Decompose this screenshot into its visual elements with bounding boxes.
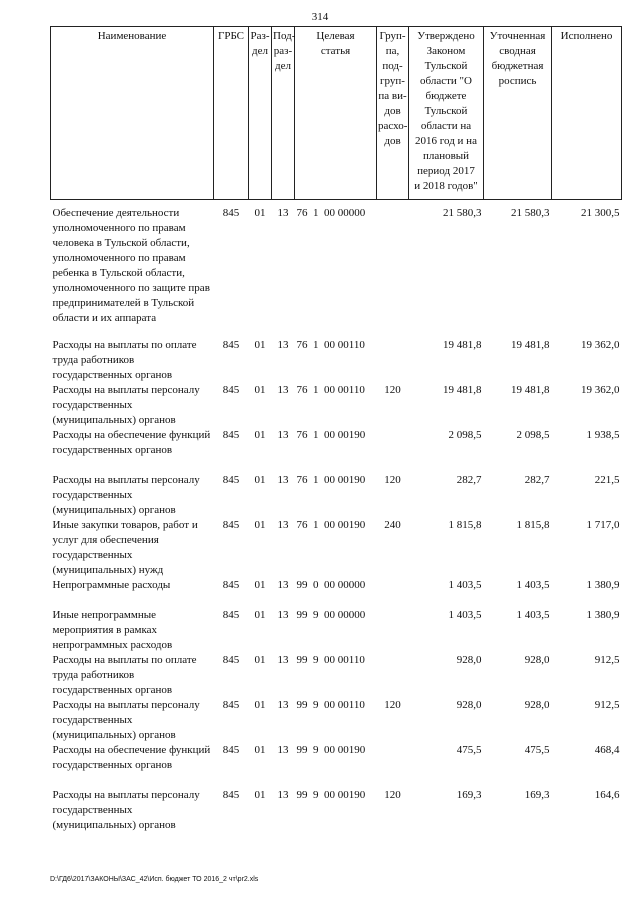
row-approved: 1 403,5 <box>448 578 482 591</box>
row-revised: 475,5 <box>524 743 550 756</box>
row-razdel: 01 <box>254 698 266 711</box>
row-grbs: 845 <box>222 207 240 219</box>
table-row <box>51 578 622 608</box>
table-row <box>51 653 622 698</box>
file-path-footer: D:\ГД6\2017\ЗАКОНЫ\ЗАС_42\Исп. бюджет ТО 2016_2 чт\pr2.xls <box>50 876 259 883</box>
header-grbs: ГРБС <box>214 27 249 200</box>
row-revised: 1 403,5 <box>516 578 550 591</box>
row-target: 76 1 00 00190 <box>296 428 366 441</box>
table-body <box>51 200 622 848</box>
row-grbs: 845 <box>222 578 240 591</box>
row-approved: 19 481,8 <box>443 338 482 351</box>
row-razdel: 01 <box>254 608 266 621</box>
row-grbs: 845 <box>222 383 240 396</box>
row-executed: 468,4 <box>594 743 620 756</box>
row-target: 99 0 00 00000 <box>296 578 366 591</box>
row-revised: 928,0 <box>524 698 550 711</box>
row-razdel: 01 <box>254 473 266 486</box>
row-revised: 2 098,5 <box>516 428 550 441</box>
row-approved: 282,7 <box>456 473 482 486</box>
row-vr <box>377 578 409 608</box>
row-podrazdel: 13 <box>277 473 289 486</box>
row-name: Расходы на выплаты персоналу государственных (муниципальных) органов <box>52 788 200 831</box>
row-target: 99 9 00 00000 <box>296 608 366 621</box>
header-target: Целевая статья <box>295 27 377 200</box>
row-name: Расходы на выплаты персоналу государственных (муниципальных) органов <box>52 383 200 426</box>
table-row <box>51 743 622 788</box>
row-executed: 164,6 <box>594 788 620 801</box>
row-executed: 21 300,5 <box>581 207 620 219</box>
row-executed: 912,5 <box>594 698 620 711</box>
row-podrazdel: 13 <box>277 207 289 219</box>
row-vr <box>377 428 409 473</box>
row-target: 99 9 00 00190 <box>296 788 366 801</box>
header-approved: Утверждено Законом Тульской области "О бюджете Тульской области на 2016 год и на плановый период 2017 и 2018 годов" <box>409 27 484 200</box>
table-row <box>51 338 622 383</box>
row-podrazdel: 13 <box>277 608 289 621</box>
row-razdel: 01 <box>254 788 266 801</box>
row-grbs: 845 <box>222 338 240 351</box>
header-revised: Уточненная сводная бюджетная роспись <box>484 27 552 200</box>
row-podrazdel: 13 <box>277 338 289 351</box>
row-name: Иные непрограммные мероприятия в рамках непрограммных расходов <box>52 608 173 651</box>
row-name: Расходы на выплаты по оплате труда работников государственных органов <box>52 338 197 381</box>
row-target: 76 1 00 00190 <box>296 473 366 486</box>
row-podrazdel: 13 <box>277 578 289 591</box>
row-target: 76 1 00 00110 <box>296 383 365 396</box>
row-grbs: 845 <box>222 653 240 666</box>
row-executed: 1 938,5 <box>586 428 620 441</box>
row-approved: 2 098,5 <box>448 428 482 441</box>
row-podrazdel: 13 <box>277 383 289 396</box>
row-grbs: 845 <box>222 518 240 531</box>
table-row <box>51 200 622 338</box>
header-name: Наименование <box>51 27 214 200</box>
row-revised: 282,7 <box>524 473 550 486</box>
row-vr <box>377 338 409 383</box>
table-row <box>51 608 622 653</box>
row-vr: 120 <box>384 788 401 801</box>
row-podrazdel: 13 <box>277 743 289 756</box>
row-revised: 169,3 <box>524 788 550 801</box>
row-approved: 1 403,5 <box>448 608 482 621</box>
row-razdel: 01 <box>254 578 266 591</box>
row-grbs: 845 <box>222 608 240 621</box>
row-name: Непрограммные расходы <box>52 578 171 591</box>
row-executed: 221,5 <box>594 473 620 486</box>
page-number: 314 <box>311 11 329 23</box>
row-grbs: 845 <box>222 428 240 441</box>
row-vr: 120 <box>384 698 401 711</box>
row-vr: 120 <box>384 383 401 396</box>
row-approved: 21 580,3 <box>443 207 482 219</box>
table-row <box>51 383 622 428</box>
header-row <box>51 27 622 200</box>
row-executed: 19 362,0 <box>581 383 620 396</box>
row-razdel: 01 <box>254 428 266 441</box>
row-razdel: 01 <box>254 653 266 666</box>
row-razdel: 01 <box>254 518 266 531</box>
row-approved: 1 815,8 <box>448 518 482 531</box>
header-podrazdel: Под- раз- дел <box>272 27 295 200</box>
row-podrazdel: 13 <box>277 698 289 711</box>
table-row <box>51 428 622 473</box>
row-target: 76 1 00 00000 <box>296 207 366 219</box>
row-executed: 912,5 <box>594 653 620 666</box>
row-vr <box>377 743 409 788</box>
row-revised: 19 481,8 <box>511 383 550 396</box>
row-grbs: 845 <box>222 473 240 486</box>
row-target: 76 1 00 00190 <box>296 518 366 531</box>
row-target: 76 1 00 00110 <box>296 338 365 351</box>
row-grbs: 845 <box>222 698 240 711</box>
header-razdel: Раз- дел <box>249 27 272 200</box>
row-approved: 928,0 <box>456 653 482 666</box>
row-approved: 19 481,8 <box>443 383 482 396</box>
row-revised: 21 580,3 <box>511 207 550 219</box>
budget-table <box>50 26 622 848</box>
row-executed: 1 717,0 <box>586 518 620 531</box>
row-vr: 240 <box>384 518 401 531</box>
row-name: Иные закупки товаров, работ и услуг для обеспечения государственных (муниципальных) нужд <box>52 518 198 576</box>
row-target: 99 9 00 00110 <box>296 698 365 711</box>
table-row <box>51 698 622 743</box>
header-executed: Исполнено <box>552 27 622 200</box>
row-executed: 19 362,0 <box>581 338 620 351</box>
row-grbs: 845 <box>222 788 240 801</box>
row-approved: 169,3 <box>456 788 482 801</box>
row-approved: 475,5 <box>456 743 482 756</box>
row-name: Обеспечение деятельности уполномоченного по правам человека в Тульской области, уполномоченного по правам ребенка в Тульской области, уполномоченного по защите прав предпринимателей в Тульской области и их аппарата <box>52 207 210 324</box>
table-row <box>51 473 622 518</box>
row-vr <box>377 653 409 698</box>
row-executed: 1 380,9 <box>586 578 620 591</box>
row-executed: 1 380,9 <box>586 608 620 621</box>
row-grbs: 845 <box>222 743 240 756</box>
table-row <box>51 788 622 848</box>
row-name: Расходы на обеспечение функций государственных органов <box>52 743 211 771</box>
row-revised: 928,0 <box>524 653 550 666</box>
header-vr: Груп- па, под- груп- па ви- дов расхо- дов <box>377 27 409 200</box>
row-razdel: 01 <box>254 383 266 396</box>
row-razdel: 01 <box>254 338 266 351</box>
row-podrazdel: 13 <box>277 653 289 666</box>
row-name: Расходы на обеспечение функций государственных органов <box>52 428 211 456</box>
row-name: Расходы на выплаты персоналу государственных (муниципальных) органов <box>52 473 200 516</box>
row-name: Расходы на выплаты по оплате труда работников государственных органов <box>52 653 197 696</box>
row-razdel: 01 <box>254 207 266 219</box>
row-podrazdel: 13 <box>277 518 289 531</box>
table-row <box>51 518 622 578</box>
row-revised: 19 481,8 <box>511 338 550 351</box>
row-name: Расходы на выплаты персоналу государственных (муниципальных) органов <box>52 698 200 741</box>
row-razdel: 01 <box>254 743 266 756</box>
row-podrazdel: 13 <box>277 428 289 441</box>
row-vr <box>377 200 409 338</box>
row-revised: 1 403,5 <box>516 608 550 621</box>
row-approved: 928,0 <box>456 698 482 711</box>
row-target: 99 9 00 00190 <box>296 743 366 756</box>
row-target: 99 9 00 00110 <box>296 653 365 666</box>
row-vr: 120 <box>384 473 401 486</box>
row-vr <box>377 608 409 653</box>
row-podrazdel: 13 <box>277 788 289 801</box>
row-revised: 1 815,8 <box>516 518 550 531</box>
